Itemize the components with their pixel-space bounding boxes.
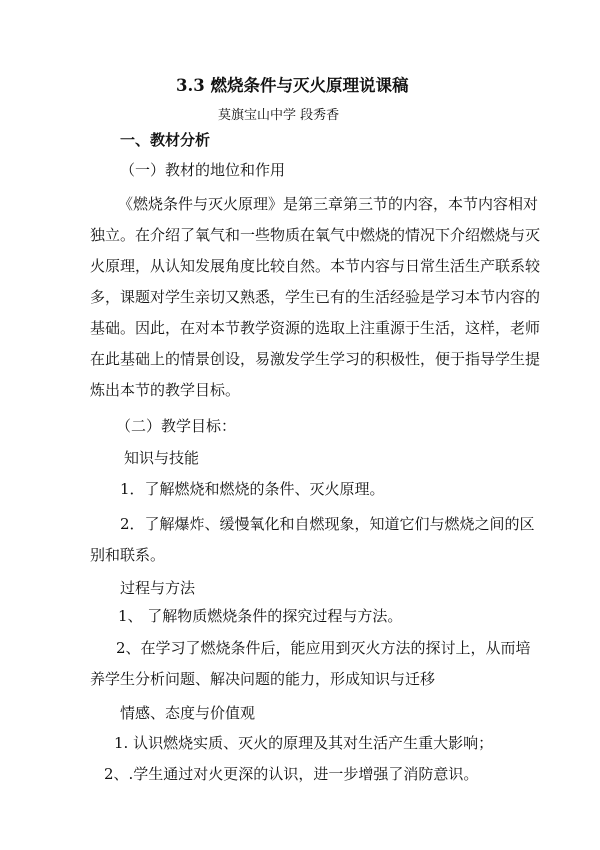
paragraph-line: 独立。在介绍了氧气和一些物质在氧气中燃烧的情况下介绍燃烧与灭 <box>90 226 541 244</box>
goal-item: 1. 认识燃烧实质、灭火的原理及其对生活产生重大影响； <box>114 734 494 752</box>
paragraph-line: 炼出本节的教学目标。 <box>90 381 241 399</box>
author-line: 莫旗宝山中学 段秀香 <box>218 108 340 123</box>
goal-item-continuation: 养学生分析问题、解决问题的能力，形成知识与迁移 <box>90 670 436 688</box>
goal-item-continuation: 别和联系。 <box>90 546 166 564</box>
paragraph-line: 多，课题对学生亲切又熟悉，学生已有的生活经验是学习本节内容的 <box>90 288 541 306</box>
section-heading-teaching-materials: 一、教材分析 <box>120 131 211 149</box>
subsection-heading-goals: （二）教学目标： <box>116 417 237 435</box>
goal-heading-process: 过程与方法 <box>120 579 196 597</box>
goal-heading-attitude: 情感、态度与价值观 <box>120 704 256 722</box>
paragraph-line: 基础。因此，在对本节教学资源的选取上注重源于生活，这样，老师 <box>90 319 541 337</box>
goal-item: 1．了解燃烧和燃烧的条件、灭火原理。 <box>120 480 385 498</box>
goal-item: 2、在学习了燃烧条件后，能应用到灭火方法的探讨上，从而培 <box>116 639 531 657</box>
paragraph-line: 《燃烧条件与灭火原理》是第三章第三节的内容，本节内容相对 <box>118 195 539 213</box>
goal-item: 2．了解爆炸、缓慢氧化和自燃现象，知道它们与燃烧之间的区 <box>120 515 535 533</box>
paragraph-line: 火原理，从认知发展角度比较自然。本节内容与日常生活生产联系较 <box>90 257 541 275</box>
subsection-heading-role: （一）教材的地位和作用 <box>120 161 286 179</box>
goal-item: 1、 了解物质燃烧条件的探究过程与方法。 <box>118 607 403 625</box>
paragraph-line: 在此基础上的情景创设，易激发学生学习的积极性，便于指导学生提 <box>90 350 541 368</box>
goal-item: 2、.学生通过对火更深的认识，进一步增强了消防意识。 <box>104 765 479 783</box>
document-title: 3.3 燃烧条件与灭火原理说课稿 <box>176 76 409 95</box>
goal-heading-knowledge: 知识与技能 <box>124 449 200 467</box>
